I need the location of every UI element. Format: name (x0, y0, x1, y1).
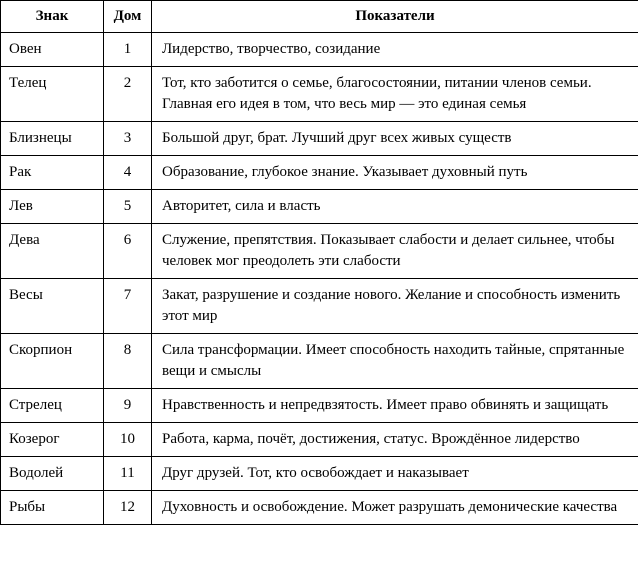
sign-cell: Весы (1, 279, 104, 334)
table-row (1, 279, 638, 334)
table-row (1, 423, 638, 457)
table-header-row (1, 1, 638, 33)
table-row (1, 491, 638, 525)
sign-cell: Рыбы (1, 491, 104, 525)
sign-cell: Козерог (1, 423, 104, 457)
indicators-cell: Духовность и освобождение. Может разрушать демонические качества (152, 491, 638, 525)
indicators-cell: Образование, глубокое знание. Указывает духовный путь (152, 156, 638, 190)
sign-cell: Лев (1, 190, 104, 224)
house-cell: 5 (104, 190, 152, 224)
table-row (1, 67, 638, 122)
table-row (1, 334, 638, 389)
column-header-indicators: Показатели (152, 1, 638, 33)
table-row (1, 33, 638, 67)
indicators-cell: Закат, разрушение и создание нового. Желание и способность изменить этот мир (152, 279, 638, 334)
indicators-cell: Лидерство, творчество, созидание (152, 33, 638, 67)
table-row (1, 389, 638, 423)
table-row (1, 122, 638, 156)
house-cell: 8 (104, 334, 152, 389)
house-cell: 7 (104, 279, 152, 334)
indicators-cell: Тот, кто заботится о семье, благосостоянии, питании членов семьи. Главная его идея в том, что весь мир — это единая семья (152, 67, 638, 122)
indicators-cell: Работа, карма, почёт, достижения, статус. Врождённое лидерство (152, 423, 638, 457)
sign-cell: Овен (1, 33, 104, 67)
house-cell: 2 (104, 67, 152, 122)
indicators-cell: Нравственность и непредвзятость. Имеет право обвинять и защищать (152, 389, 638, 423)
house-cell: 11 (104, 457, 152, 491)
column-header-house: Дом (104, 1, 152, 33)
indicators-cell: Друг друзей. Тот, кто освобождает и наказывает (152, 457, 638, 491)
house-cell: 9 (104, 389, 152, 423)
sign-cell: Скорпион (1, 334, 104, 389)
sign-cell: Рак (1, 156, 104, 190)
sign-cell: Водолей (1, 457, 104, 491)
house-cell: 1 (104, 33, 152, 67)
sign-cell: Телец (1, 67, 104, 122)
house-cell: 10 (104, 423, 152, 457)
table-row (1, 156, 638, 190)
house-cell: 12 (104, 491, 152, 525)
indicators-cell: Служение, препятствия. Показывает слабости и делает сильнее, чтобы человек мог преодолеть эти слабости (152, 224, 638, 279)
indicators-cell: Большой друг, брат. Лучший друг всех живых существ (152, 122, 638, 156)
sign-cell: Стрелец (1, 389, 104, 423)
indicators-cell: Авторитет, сила и власть (152, 190, 638, 224)
table-row (1, 457, 638, 491)
house-cell: 3 (104, 122, 152, 156)
table-row (1, 190, 638, 224)
sign-cell: Близнецы (1, 122, 104, 156)
table-row (1, 224, 638, 279)
indicators-cell: Сила трансформации. Имеет способность находить тайные, спрятанные вещи и смыслы (152, 334, 638, 389)
house-cell: 4 (104, 156, 152, 190)
sign-cell: Дева (1, 224, 104, 279)
house-cell: 6 (104, 224, 152, 279)
column-header-sign: Знак (1, 1, 104, 33)
